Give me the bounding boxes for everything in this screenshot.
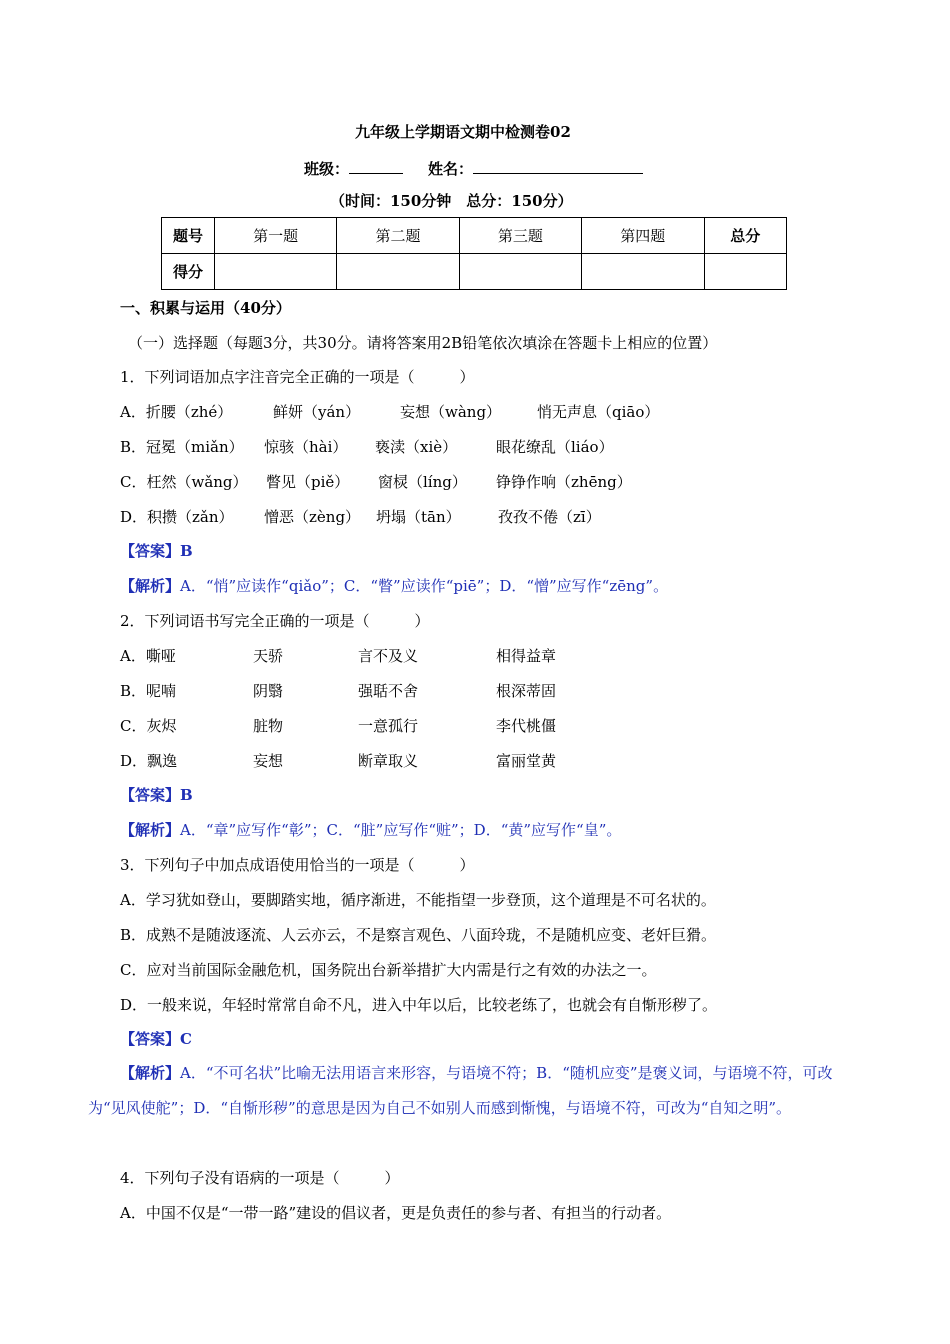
question-stem: 3．下列句子中加点成语使用恰当的一项是（ ） xyxy=(120,856,475,874)
option-cell: D．积攒（zǎn） xyxy=(120,508,234,526)
option-cell: D．飘逸 xyxy=(120,752,178,770)
answer-value: B xyxy=(180,786,193,804)
option-cell: 孜孜不倦（zī） xyxy=(498,508,601,526)
name-label: 姓名： xyxy=(428,160,474,178)
option-line: A．学习犹如登山，要脚踏实地，循序渐进，不能指望一步登顶，这个道理是不可名状的。 xyxy=(120,891,716,909)
option-cell: 根深蒂固 xyxy=(496,682,557,700)
analysis-line xyxy=(120,820,621,840)
score-table-header-cell: 第四题 xyxy=(582,218,704,254)
score-table-header-cell: 总分 xyxy=(704,218,787,254)
score-cell[interactable] xyxy=(704,254,787,290)
score-table-header-row xyxy=(162,218,787,254)
score-cell[interactable] xyxy=(582,254,704,290)
option-cell: 悄无声息（qiāo） xyxy=(537,403,660,421)
question-stem: 2．下列词语书写完全正确的一项是（ ） xyxy=(120,612,430,630)
score-row-label: 得分 xyxy=(162,254,215,290)
answer-value: C xyxy=(180,1030,192,1048)
option-cell: 断章取义 xyxy=(358,752,419,770)
answer-value: B xyxy=(180,542,193,560)
option-cell: A．嘶哑 xyxy=(120,647,176,665)
answer-line xyxy=(120,541,193,561)
option-cell: 鲜妍（yán） xyxy=(273,403,361,421)
option-cell: 李代桃僵 xyxy=(496,717,557,735)
class-label: 班级： xyxy=(304,160,350,178)
analysis-tag: 【解析】 xyxy=(120,821,181,839)
option-cell: 坍塌（tān） xyxy=(376,508,461,526)
analysis-tag: 【解析】 xyxy=(120,1064,181,1082)
answer-tag: 【答案】 xyxy=(120,542,181,560)
option-cell: A．折腰（zhé） xyxy=(120,403,233,421)
exam-title: 九年级上学期语文期中检测卷02 xyxy=(355,123,571,141)
option-cell: 惊骇（hài） xyxy=(264,438,348,456)
option-cell: 阴翳 xyxy=(253,682,284,700)
option-cell: 妄想 xyxy=(253,752,284,770)
question-stem: 4．下列句子没有语病的一项是（ ） xyxy=(120,1169,400,1187)
option-cell: 言不及义 xyxy=(358,647,419,665)
name-field xyxy=(428,157,643,179)
option-cell: 富丽堂黄 xyxy=(496,752,557,770)
name-blank[interactable] xyxy=(473,157,643,174)
class-blank[interactable] xyxy=(349,157,403,174)
score-cell[interactable] xyxy=(215,254,337,290)
option-cell: B．呢喃 xyxy=(120,682,177,700)
option-cell: C．枉然（wǎng） xyxy=(120,473,248,491)
score-cell[interactable] xyxy=(337,254,459,290)
question-stem: 1．下列词语加点字注音完全正确的一项是（ ） xyxy=(120,368,475,386)
score-cell[interactable] xyxy=(459,254,581,290)
option-cell: 脏物 xyxy=(253,717,284,735)
score-table-header-cell: 第一题 xyxy=(215,218,337,254)
option-cell: B．冠冕（miǎn） xyxy=(120,438,244,456)
analysis-text: A．“章”应写作“彰”；C．“脏”应写作“赃”；D．“黄”应写作“皇”。 xyxy=(180,821,622,839)
score-table xyxy=(161,217,787,290)
option-cell: 憎恶（zèng） xyxy=(264,508,361,526)
analysis-text: A．“悄”应读作“qiǎo”；C．“瞥”应读作“piē”；D．“憎”应写作“zēng”。 xyxy=(180,577,669,595)
option-cell: 天骄 xyxy=(253,647,284,665)
analysis-paragraph xyxy=(88,1056,868,1126)
analysis-tag: 【解析】 xyxy=(120,577,181,595)
option-cell: 窗棂（líng） xyxy=(378,473,467,491)
option-cell: 妄想（wàng） xyxy=(400,403,502,421)
analysis-line xyxy=(120,576,668,596)
answer-tag: 【答案】 xyxy=(120,786,181,804)
score-table-score-row xyxy=(162,254,787,290)
option-line: B．成熟不是随波逐流、人云亦云，不是察言观色、八面玲珑，不是随机应变、老奸巨猾。 xyxy=(120,926,717,944)
option-cell: 强聒不舍 xyxy=(358,682,419,700)
section-instruction: （一）选择题（每题3分，共30分。请将答案用2B铅笔依次填涂在答题卡上相应的位置） xyxy=(128,334,718,352)
answer-line xyxy=(120,785,193,805)
option-line: C．应对当前国际金融危机，国务院出台新举措扩大内需是行之有效的办法之一。 xyxy=(120,961,657,979)
time-info: （时间：150分钟 总分：150分） xyxy=(330,192,573,210)
option-cell: 铮铮作响（zhēng） xyxy=(496,473,632,491)
score-table-header-cell: 第三题 xyxy=(459,218,581,254)
option-line: A．中国不仅是“一带一路”建设的倡议者，更是负责任的参与者、有担当的行动者。 xyxy=(120,1204,672,1222)
option-line: D．一般来说，年轻时常常自命不凡，进入中年以后，比较老练了，也就会有自惭形秽了。 xyxy=(120,996,718,1014)
option-cell: 眼花缭乱（liáo） xyxy=(496,438,614,456)
analysis-text: A．“不可名状”比喻无法用语言来形容，与语境不符；B．“随机应变”是褒义词，与语境不符，可改为“见风使舵”；D．“自惭形秽”的意思是因为自己不如别人而感到惭愧，与语境不符，可改为“自知之明”。 xyxy=(88,1064,833,1117)
option-cell: 一意孤行 xyxy=(358,717,419,735)
answer-tag: 【答案】 xyxy=(120,1030,181,1048)
score-table-header-cell: 题号 xyxy=(162,218,215,254)
option-cell: C．灰烬 xyxy=(120,717,177,735)
class-field xyxy=(304,157,403,179)
score-table-header-cell: 第二题 xyxy=(337,218,459,254)
option-cell: 瞥见（piě） xyxy=(266,473,350,491)
option-cell: 相得益章 xyxy=(496,647,557,665)
answer-line xyxy=(120,1029,192,1049)
section-title: 一、积累与运用（40分） xyxy=(120,299,291,317)
option-cell: 亵渎（xiè） xyxy=(375,438,458,456)
